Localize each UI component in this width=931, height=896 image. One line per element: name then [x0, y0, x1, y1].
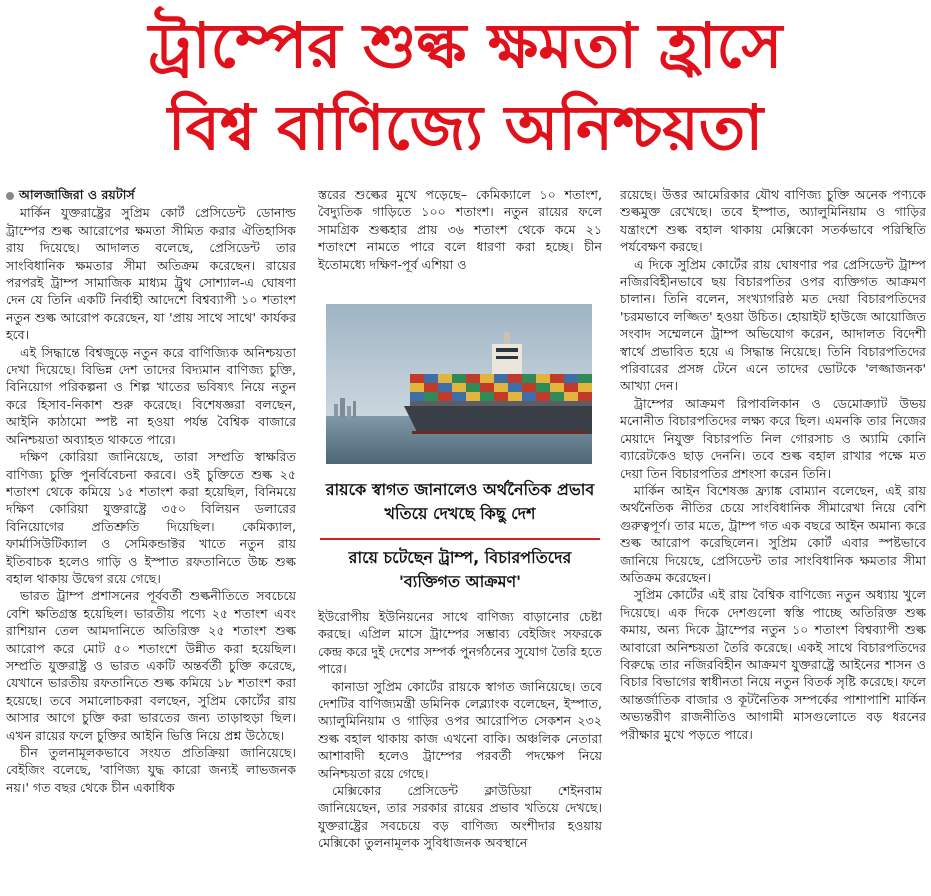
paragraph: চীন তুলনামূলকভাবে সংযত প্রতিক্রিয়া জানিয়েছে। বেইজিং বলেছে, 'বাণিজ্য যুদ্ধ কারো জন্যই লাভজনক নয়।' গত বছর থেকে চীন একাধিক	[6, 745, 296, 795]
headline-line-1: ট্রাম্পের শুল্ক ক্ষমতা হ্রাসে	[148, 9, 783, 82]
paragraph: দক্ষিণ কোরিয়া জানিয়েছে, তারা সম্প্রতি স্বাক্ষরিত বাণিজ্য চুক্তি পুনর্বিবেচনা করবে। ওই চুক্তিতে শুল্ক ২৫ শতাংশ থেকে কমিয়ে ১৫ শতাংশ করা হয়েছিল, বিনিময়ে দক্ষিণ কোরিয়া যুক্তরাষ্ট্রে ৩৫০ বিলিয়ন ডলারের বিনিয়োগের প্রতিশ্রুতি দিয়েছিল। কেমিক্যাল, ফার্মাসিউটিক্যাল ও সেমিকন্ডাক্টর খাতে নতুন রায় ইতিবাচক হলেও গাড়ি ও ইস্পাত রফতানিতে উচ্চ শুল্ক বহাল থাকায় উদ্বেগ রয়ে গেছে।	[6, 449, 296, 586]
paragraph: স্তরের শুল্কের মুখে পড়েছে– কেমিক্যালে ১০ শতাংশ, বৈদ্যুতিক গাড়িতে ১০০ শতাংশ। নতুন রায়ের ফলে সামগ্রিক শুল্কহার প্রায় ৩৬ শতাংশ থেকে কমে ২১ শতাংশে নামতে পারে বলে ধারণা করা হচ্ছে। চীন ইতোমধ্যে দক্ষিণ-পূর্ব এশিয়া ও	[318, 187, 602, 272]
paragraph: মার্কিন আইন বিশেষজ্ঞ ফ্র্যাঙ্ক বোম্যান বলেছেন, এই রায় অর্থনৈতিক নীতির চেয়ে সাংবিধানিক সীমারেখা নিয়ে বেশি গুরুত্বপূর্ণ। তার মতে, ট্রাম্প গত এক বছরে আইন অমান্য করে শুল্ক আরোপ করেছিলেন। সুপ্রিম কোর্ট এবার স্পষ্টভাবে জানিয়ে দিয়েছে, প্রেসিডেন্ট তার সাংবিধানিক ক্ষমতার সীমা অতিক্রম করেছেন।	[620, 482, 926, 585]
bullet-icon	[6, 192, 14, 200]
headline-line-2: বিশ্ব বাণিজ্যে অনিশ্চয়তা	[167, 91, 764, 164]
paragraph: ভারত ট্রাম্প প্রশাসনের পূর্ববর্তী শুল্কনীতিতে সবচেয়ে বেশি ক্ষতিগ্রস্ত হয়েছিল। ভারতীয় পণ্যে ২৫ শতাংশ এবং রাশিয়ান তেল আমদানিতে অতিরিক্ত ২৫ শতাংশ শুল্ক আরোপ করে মোট ৫০ শতাংশে উন্নীত করা হয়েছিল। সম্প্রতি যুক্তরাষ্ট্র ও ভারত একটি অন্তর্বর্তী চুক্তি করেছে, যেখানে ভারতীয় রফতানিতে শুল্ক কমিয়ে ১৮ শতাংশ করা হয়েছে। তবে সমালোচকরা বলছেন, সুপ্রিম কোর্টের রায় আসার আগে চুক্তি করা ভারতের জন্য তাড়াহুড়া ছিল। এখন রায়ের ফলে চুক্তির আইনি ভিত্তি নিয়ে প্রশ্ন উঠেছে।	[6, 588, 296, 743]
paragraph: মেক্সিকোর প্রেসিডেন্ট ক্লাউডিয়া শেইনবাম জানিয়েছেন, তার সরকার রায়ের প্রভাব খতিয়ে দেখছে। যুক্তরাষ্ট্রের সবচেয়ে বড় বাণিজ্য অংশীদার হওয়ায় মেক্সিকো তুলনামূলক সুবিধাজনক অবস্থানে	[318, 783, 602, 851]
paragraph: মার্কিন যুক্তরাষ্ট্রের সুপ্রিম কোর্ট প্রেসিডেন্ট ডোনাল্ড ট্রাম্পের শুল্ক আরোপের ক্ষমতা সীমিত করার ঐতিহাসিক রায় দিয়েছে। আদালত বলেছে, প্রেসিডেন্ট তার সাংবিধানিক ক্ষমতার সীমা অতিক্রম করেছেন। রায়ের পরপরই ট্রাম্প সামাজিক মাধ্যম ট্রুথ সোশ্যাল-এ ঘোষণা দেন যে তিনি একটি নির্বাহী আদেশে বিশ্বব্যাপী ১০ শতাংশ নতুন শুল্ক আরোপ করেছেন, যা 'প্রায় সাথে সাথে' কার্যকর হবে।	[6, 205, 296, 343]
byline-text: আলজাজিরা ও রয়টার্স	[19, 187, 135, 202]
paragraph: এ দিকে সুপ্রিম কোর্টের রায় ঘোষণার পর প্রেসিডেন্ট ট্রাম্প নজিরবিহীনভাবে ছয় বিচারপতির ওপর ব্যক্তিগত আক্রমণ চালান। তিনি বলেন, সংখ্যাগরিষ্ঠ মত দেয়া বিচারপতিদের 'চরমভাবে লজ্জিত' হওয়া উচিত। হোয়াইট হাউজে আয়োজিত সংবাদ সম্মেলনে ট্রাম্প অভিযোগ করেন, আদালত বিদেশী স্বার্থে প্রভাবিত হয়ে এ সিদ্ধান্ত নিয়েছে। তিনি বিচারপতিদের পরিবারের প্রসঙ্গ টেনে এনে তাদের ভোটকে 'লজ্জাজনক' আখ্যা দেন।	[620, 256, 926, 394]
article-column-2-bottom	[318, 608, 602, 894]
article-column-1	[6, 186, 296, 894]
subheadline-2: রায়ে চটেছেন ট্রাম্প, বিচারপতিদের 'ব্যক্তিগত আক্রমণ'	[348, 548, 572, 591]
byline	[6, 186, 296, 203]
paragraph: এই সিদ্ধান্তে বিশ্বজুড়ে নতুন করে বাণিজ্যিক অনিশ্চয়তা দেখা দিয়েছে। বিভিন্ন দেশ তাদের বিদ্যমান বাণিজ্য চুক্তি, বিনিয়োগ পরিকল্পনা ও শিল্প খাতের ভবিষ্যৎ নিয়ে নতুন করে হিসাব-নিকাশ শুরু করেছে। বিশেষজ্ঞরা বলছেন, আইনি কাঠামো স্পষ্ট না হওয়া পর্যন্ত বৈশ্বিক বাজারে অনিশ্চয়তা অব্যাহত থাকতে পারে।	[6, 344, 296, 447]
paragraph: কানাডা সুপ্রিম কোর্টের রায়কে স্বাগত জানিয়েছে। তবে দেশটির বাণিজ্যমন্ত্রী ডমিনিক লেব্ল্যাংক বলেছেন, ইস্পাত, অ্যালুমিনিয়াম ও গাড়ির ওপর আরোপিত সেকশন ২৩২ শুল্ক বহাল থাকায় কাজ এখনো বাকি। অঞ্চলিক নেতারা আশাবাদী হলেও ট্রাম্পের পরবর্তী পদক্ষেপ নিয়ে অনিশ্চয়তা রয়ে গেছে।	[318, 678, 602, 781]
article-column-2-top	[318, 186, 602, 286]
cargo-ship-photo	[326, 304, 592, 464]
article-column-3	[620, 186, 926, 894]
paragraph: ইউরোপীয় ইউনিয়নের সাথে বাণিজ্য বাড়ানোর চেষ্টা করছে। এপ্রিল মাসে ট্রাম্পের সম্ভাব্য বেইজিং সফরকে কেন্দ্র করে দুই দেশের সম্পর্ক পুনর্গঠনের সুযোগ তৈরি হতে পারে।	[318, 609, 602, 677]
paragraph: ট্রাম্পের আক্রমণ রিপাবলিকান ও ডেমোক্র্যাট উভয় মনোনীত বিচারপতিদের লক্ষ্য করে ছিল। এমনকি তার নিজের মেয়াদে নিযুক্ত বিচারপতি নিল গোরসাচ ও অ্যামি কোনি ব্যারেটকেও ছাড় দেননি। তবে শুল্ক বহাল রাখার পক্ষে মত দেয়া তিন বিচারপতির প্রশংসা করেন তিনি।	[620, 395, 926, 481]
subheadline-1: রায়কে স্বাগত জানালেও অর্থনৈতিক প্রভাব খতিয়ে দেখছে কিছু দেশ	[325, 480, 595, 523]
paragraph: সুপ্রিম কোর্টের এই রায় বৈশ্বিক বাণিজ্যে নতুন অধ্যায় খুলে দিয়েছে। এক দিকে দেশগুলো স্বস্তি পাচ্ছে অতিরিক্ত শুল্ক কমায়, অন্য দিকে ট্রাম্পের নতুন ১০ শতাংশ বিশ্বব্যাপী শুল্ক আবারো অনিশ্চয়তা তৈরি করেছে। একই সাথে বিচারপতিদের বিরুদ্ধে তার নজিরবিহীন আক্রমণ যুক্তরাষ্ট্রে আইনের শাসন ও বিচার বিভাগের স্বাধীনতা নিয়ে নতুন বিতর্ক সৃষ্টি করেছে। ফলে আন্তর্জাতিক বাজার ও কূটনৈতিক সম্পর্কের পাশাপাশি মার্কিন অভ্যন্তরীণ রাজনীতিও আগামী মাসগুলোতে বড় ধরনের পরীক্ষার মুখে পড়তে পারে।	[620, 587, 926, 742]
cargo-ship-image	[326, 304, 592, 464]
paragraph: রয়েছে। উত্তর আমেরিকার যৌথ বাণিজ্য চুক্তি অনেক পণ্যকে শুল্কমুক্ত রেখেছে। তবে ইস্পাত, অ্যালুমিনিয়াম ও গাড়ির যন্ত্রাংশে শুল্ক বহাল থাকায় মেক্সিকো সতর্কভাবে পরিস্থিতি পর্যবেক্ষণ করছে।	[620, 187, 926, 255]
